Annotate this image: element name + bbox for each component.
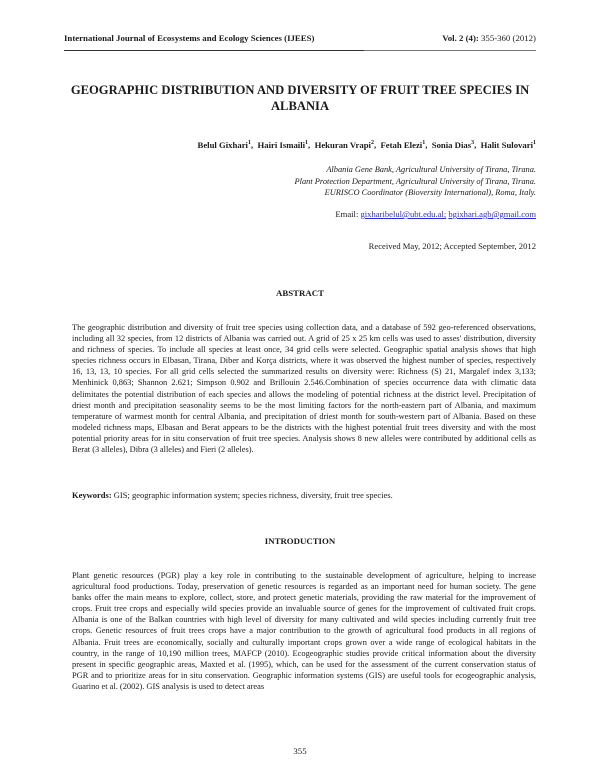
- keywords: [72, 490, 393, 500]
- abstract-heading: ABSTRACT: [276, 288, 324, 298]
- email-link-1[interactable]: gixharibelul@ubt.edu.al;: [360, 209, 447, 219]
- introduction-text: Plant genetic resources (PGR) play a key role in contributing to the sustainable development of agriculture, helping to increase agricultural food productions. Today, preservation of genetic resources is regarded as an important need for human society. The gene banks offer the main means to explore, collect, store, and protect genetic materials, providing the raw material for the improvement of crops. Fruit tree crops and especially wild species provide an invaluable source of genes for the improvement of cultivated fruit crops. Albania is one of the Balkan countries with high level of diversity for many cultivated and wild species including currently fruit tree crops. Genetic resources of fruit trees crops have a major contribution to the growth of agricultural food products in all regions of Albania. Fruit trees are economically, socially and culturally important crops grown over a wide range of ecological habitats in the country, in the range of 10,190 million trees, MAFCP (2010). Ecogeographic studies provide critical information about the diversity present in specific geographic areas, Maxted et al. (1995), which, can be used for the assessment of the current conservation status of PGR and to prioritize areas for in situ conservation. Geographic information systems (GIS) are useful tools for ecogeographic analysis, Guarino et al. (2002). GIS analysis is used to detect areas: [72, 571, 536, 691]
- affiliation: Plant Protection Department, Agricultural University of Tirana, Tirana.: [294, 176, 536, 186]
- author: Sonia Dias$^3$,: [431, 140, 479, 150]
- author: Fetah Elezi$^1$,: [380, 140, 430, 150]
- author: Hekuran Vrapi$^2$,: [314, 140, 379, 150]
- abstract-text: The geographic distribution and diversity of fruit tree species using collection data, and a database of 592 geo-referenced observations, including all 32 species, from 12 districts of Albania was carried out. A grid of 25 x 25 km cells was used to asses' distribution, diversity and richness of species. To include all species at least once, 34 grid cells were selected. Geographic spatial analysis shows that high species richness occurs in Elbasan, Tirana, Diber and Korça districts, where it was observed the highest number of species, respectively 16, 13, 13, 10 species. For all grid cells selected the summarized results on diversity were: Richness (S) 21, Margalef index 3,133; Menhinick 0,863; Shannon 2.621; Simpson 0.902 and Brillouin 2.546.Combination of species occurrence data with climatic data delimitates the potential distribution of each species and allows the modeling of potential richness at the district level. Precipitation of driest month and precipitation seasonality seems to be the most limiting factors for the north-eastern part of Albania, and maximum temperature of warmest month for central Albania, and precipitation of driest month for south-western part of Albania. Based on these modeled richness maps, Elbasan and Berat appears to be the districts with the highest potential fruit trees diversity and with the most potential priority areas for in situ conservation of fruit tree species. Analysis shows 8 new alleles were contributed by additional cells as Berat (3 alleles), Dibra (3 alleles) and Fieri (2 alleles).: [72, 323, 536, 455]
- contact-email: [335, 209, 536, 219]
- volume-info: [442, 33, 536, 43]
- author: Hairi Ismaili$^1$,: [257, 140, 313, 150]
- affiliations: [295, 164, 536, 199]
- author-list: [198, 140, 536, 150]
- email-link-2[interactable]: bgixhari.agb@gmail.com: [448, 209, 536, 219]
- author: Belul Gixhari$^1$,: [197, 140, 256, 150]
- received-dates: Received May, 2012; Accepted September, 2012: [368, 241, 536, 251]
- page-range: 355-360 (2012): [481, 33, 536, 43]
- paper-title: GEOGRAPHIC DISTRIBUTION AND DIVERSITY OF FRUIT TREE SPECIES IN ALBANIA: [70, 83, 530, 113]
- page-number: 355: [293, 746, 307, 756]
- volume: Vol. 2 (4):: [442, 33, 479, 43]
- journal-name: International Journal of Ecosystems and Ecology Sciences (IJEES): [64, 33, 315, 43]
- keywords-label: Keywords:: [72, 490, 112, 500]
- affiliation: Albania Gene Bank, Agricultural University of Tirana, Tirana.: [326, 165, 536, 174]
- affiliation: EURISCO Coordinator (Bioversity International), Roma, Italy.: [324, 188, 536, 197]
- header-rule-secondary: [364, 50, 536, 51]
- author: Halit Sulovari$^1$: [480, 140, 536, 150]
- header-rule: [64, 50, 364, 51]
- keywords-text: GIS; geographic information system; species richness, diversity, fruit tree species.: [111, 490, 393, 500]
- introduction-heading: INTRODUCTION: [264, 536, 336, 546]
- email-label: Email:: [335, 209, 359, 219]
